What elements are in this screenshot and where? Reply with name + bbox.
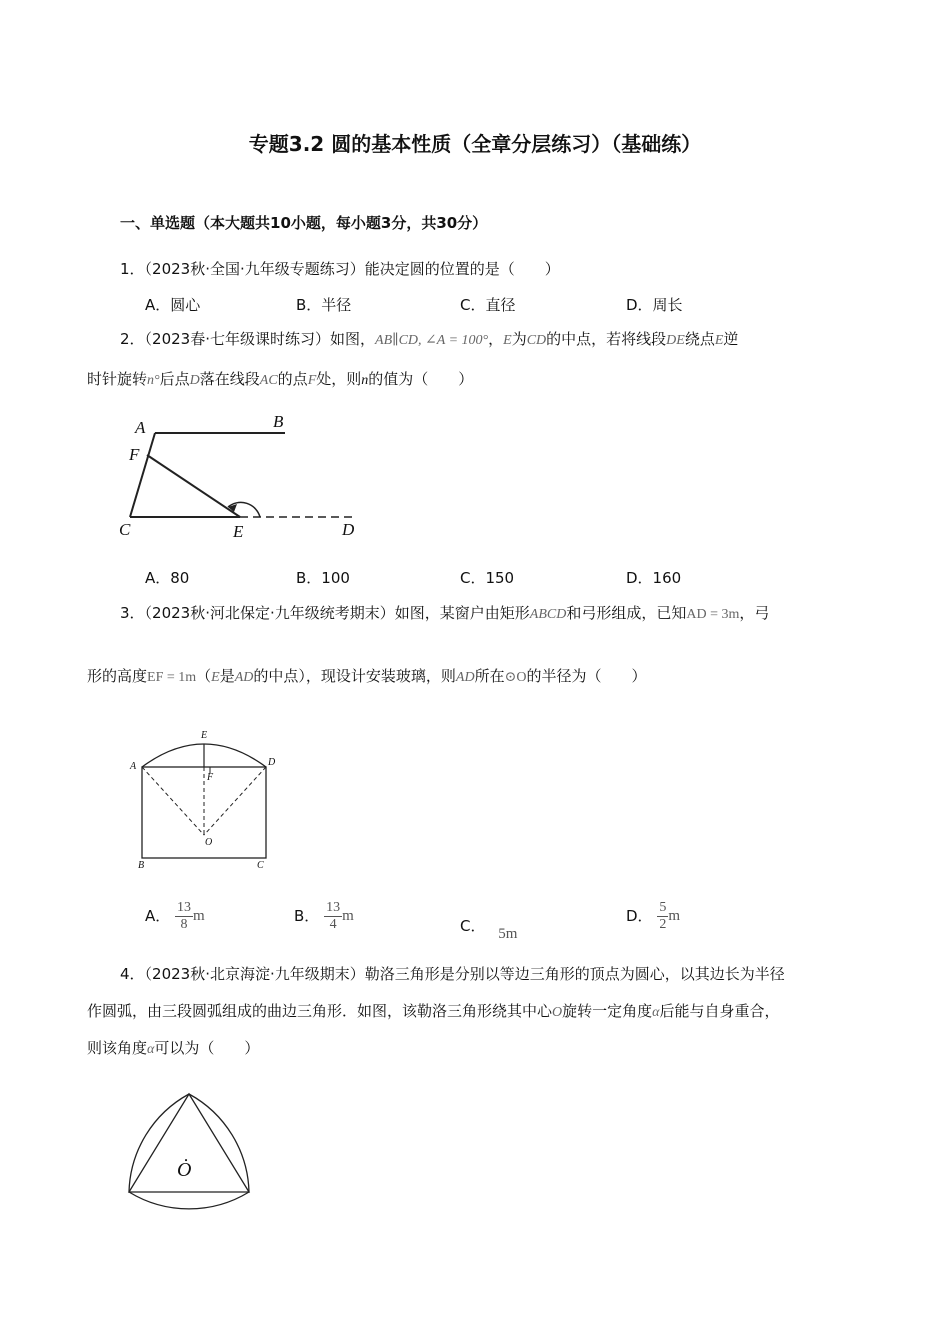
- q3-option-d[interactable]: [626, 900, 680, 933]
- q3-option-b[interactable]: [294, 900, 354, 933]
- q2-text: 的值为（ ）: [368, 370, 474, 388]
- q2-math: AB∥CD, ∠A = 100°: [375, 333, 489, 348]
- q3-option-c[interactable]: [460, 915, 518, 942]
- q2-math: D: [189, 373, 200, 388]
- label-d: D: [342, 520, 355, 539]
- question-4-line-2: [87, 1000, 780, 1024]
- question-3-line-1: [120, 602, 769, 626]
- q3-text: （: [196, 667, 212, 685]
- q3-text: 的半径为（ ）: [526, 667, 647, 685]
- fraction: [175, 900, 193, 933]
- denominator: 8: [180, 917, 188, 932]
- option-label: C．: [460, 917, 486, 935]
- q3-text: 和弓形组成，已知: [566, 604, 687, 622]
- q2-text: 的点: [277, 370, 308, 388]
- label-a: A: [135, 418, 146, 437]
- q1-option-a[interactable]: A．圆心: [145, 296, 201, 314]
- question-4-line-3: [87, 1037, 259, 1061]
- label-f: F: [207, 772, 214, 783]
- q3-figure: [125, 725, 285, 875]
- question-source: （2023秋·北京海淀·九年级期末）: [144, 965, 365, 983]
- option-label: A．: [145, 907, 171, 925]
- label-e: E: [233, 522, 244, 541]
- q4-text: 则该角度: [87, 1039, 148, 1057]
- q3-text: 是: [219, 667, 235, 685]
- question-1: [120, 258, 560, 280]
- q2-text: 如图，: [330, 330, 376, 348]
- q3-text: 所在: [474, 667, 505, 685]
- q2-text: 处，则: [316, 370, 362, 388]
- q3-math: E: [211, 670, 220, 685]
- q2-option-c[interactable]: C．150: [460, 569, 515, 587]
- q2-text: 时针旋转: [87, 370, 148, 388]
- q3-option-a[interactable]: [145, 900, 205, 933]
- q2-math: F: [307, 373, 317, 388]
- question-2-line-1: [120, 328, 738, 352]
- option-value: 5m: [498, 926, 518, 942]
- label-f: F: [129, 445, 140, 464]
- q2-text: 的中点，若将线段: [546, 330, 667, 348]
- q2-figure: [110, 405, 380, 545]
- q2-text: ，: [488, 330, 504, 348]
- q2-option-d[interactable]: D．160: [626, 569, 682, 587]
- q2-math: CD: [526, 333, 547, 348]
- option-label: B．: [294, 907, 320, 925]
- q4-text: 可以为（ ）: [154, 1039, 260, 1057]
- q3-text: 如图，某窗户由矩形: [394, 604, 530, 622]
- q2-math: DE: [666, 333, 685, 348]
- q3-math: EF = 1m: [147, 670, 197, 685]
- q4-math: O: [552, 1005, 563, 1020]
- numerator: 5: [659, 900, 667, 915]
- q3-text: ，弓: [739, 604, 770, 622]
- q4-figure: [120, 1080, 260, 1210]
- numerator: 13: [177, 900, 192, 915]
- numerator: 13: [326, 900, 341, 915]
- question-number: 2．: [120, 330, 145, 348]
- question-number: 4．: [120, 965, 145, 983]
- q3-text: 的中点），现设计安装玻璃，则: [253, 667, 456, 685]
- q3-math: ABCD: [529, 607, 567, 622]
- option-label: D．: [626, 907, 653, 925]
- q4-text: 旋转一定角度: [562, 1002, 653, 1020]
- denominator: 4: [329, 917, 337, 932]
- q2-math: E: [503, 333, 512, 348]
- section-header: 一、单选题（本大题共10小题，每小题3分，共30分）: [120, 214, 488, 232]
- question-source: （2023春·七年级课时练习）: [144, 330, 330, 348]
- fraction: [324, 900, 342, 933]
- q2-text: 为: [511, 330, 527, 348]
- label-b: B: [273, 412, 284, 431]
- label-c: C: [257, 860, 264, 871]
- label-c: C: [119, 520, 131, 539]
- question-4-line-1: [120, 963, 785, 985]
- q2-math: n°: [147, 373, 160, 388]
- question-text: 能决定圆的位置的是（ ）: [364, 260, 560, 278]
- label-o: O: [205, 837, 213, 848]
- page-title: 专题3.2 圆的基本性质（全章分层练习）（基础练）: [248, 132, 702, 156]
- question-number: 1．: [120, 260, 145, 278]
- q4-math: α: [147, 1042, 155, 1057]
- label-o: Ȯ: [177, 1159, 192, 1181]
- q2-math: n: [361, 373, 369, 388]
- q2-math: AC: [259, 373, 278, 388]
- unit: m: [668, 908, 681, 924]
- q3-math: AD = 3m: [686, 607, 740, 622]
- unit: m: [193, 908, 205, 924]
- q4-text: 作圆弧，由三段圆弧组成的曲边三角形．如图，该勒洛三角形绕其中心: [87, 1002, 553, 1020]
- q3-math: ⊙O: [504, 670, 527, 685]
- q2-text: 后点: [159, 370, 190, 388]
- q3-math: AD: [455, 670, 475, 685]
- q4-text: 后能与自身重合，: [659, 1002, 780, 1020]
- question-number: 3．: [120, 604, 145, 622]
- label-a: A: [130, 761, 137, 772]
- label-b: B: [138, 860, 145, 871]
- q2-option-a[interactable]: A．80: [145, 569, 190, 587]
- label-e: E: [201, 730, 208, 741]
- question-3-line-2: [87, 665, 646, 689]
- q1-option-b[interactable]: B．半径: [296, 296, 352, 314]
- q2-text: 逆: [723, 330, 739, 348]
- q2-option-b[interactable]: B．100: [296, 569, 350, 587]
- q1-option-c[interactable]: C．直径: [460, 296, 516, 314]
- q2-text: 落在线段: [199, 370, 260, 388]
- question-source: （2023秋·全国·九年级专题练习）: [144, 260, 365, 278]
- question-source: （2023秋·河北保定·九年级统考期末）: [144, 604, 395, 622]
- q1-option-d[interactable]: D．周长: [626, 296, 683, 314]
- fraction: [657, 900, 668, 933]
- unit: m: [342, 908, 354, 924]
- q4-text: 勒洛三角形是分别以等边三角形的顶点为圆心，以其边长为半径: [364, 965, 785, 983]
- q4-math: α: [652, 1005, 660, 1020]
- q3-text: 形的高度: [87, 667, 148, 685]
- q3-math: AD: [234, 670, 254, 685]
- question-2-line-2: [87, 368, 473, 392]
- label-d: D: [268, 757, 276, 768]
- q2-math: E: [714, 333, 724, 348]
- q2-text: 绕点: [684, 330, 715, 348]
- denominator: 2: [659, 917, 667, 932]
